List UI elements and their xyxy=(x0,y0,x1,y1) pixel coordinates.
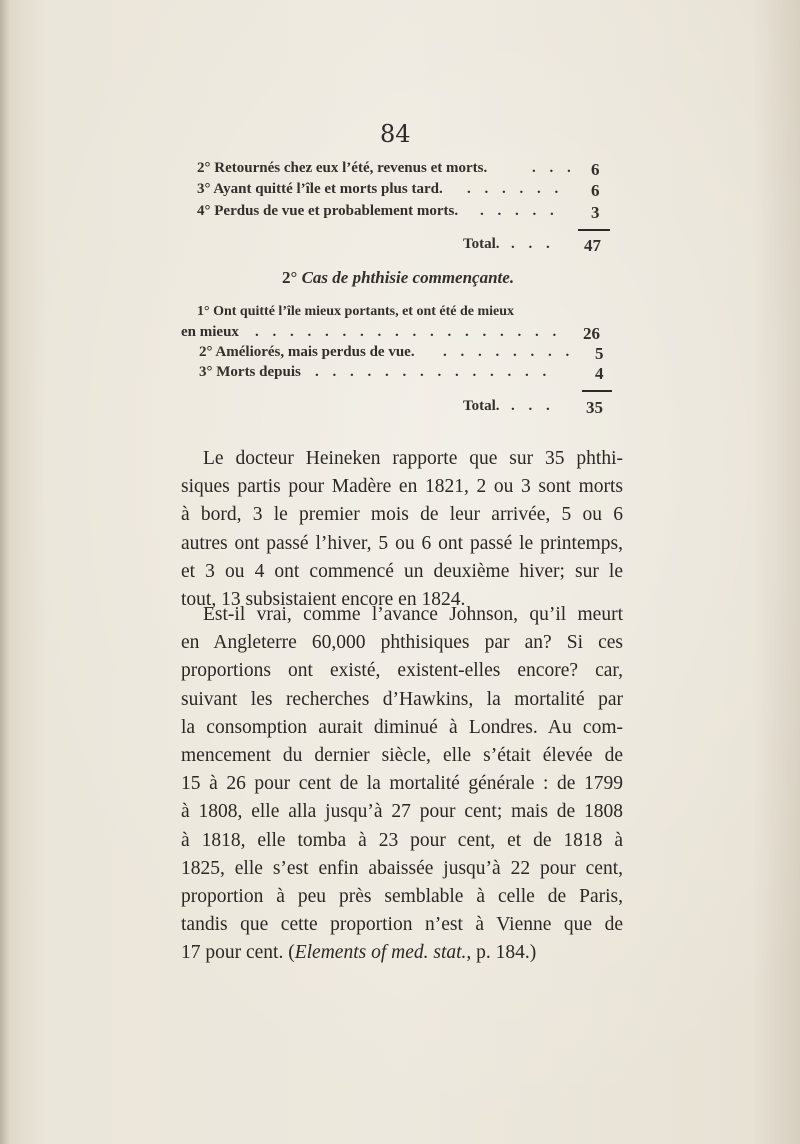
section-number: 2° xyxy=(282,268,298,287)
text-line: à bord, 3 le premier mois de leur arrivée, 5 ou 6 xyxy=(181,504,623,526)
table2-row-label-line xyxy=(181,304,611,324)
text-line: autres ont passé l’hiver, 5 ou 6 ont passé le printemps, xyxy=(181,532,623,554)
total-value: 35 xyxy=(586,398,603,417)
text-line: tandis que cette proportion n’est à Vienne que de xyxy=(181,914,623,936)
row-value: 4 xyxy=(595,364,604,383)
citation-prefix: 17 pour cent. ( xyxy=(181,942,295,964)
text-line: 15 à 26 pour cent de la mortalité générale : de 1799 xyxy=(181,773,623,795)
row-label: 4° Perdus de vue et probablement morts. xyxy=(197,203,459,219)
table1-row xyxy=(197,181,607,201)
row-label: 1° Ont quitté l’île mieux portants, et ont été de mieux xyxy=(197,304,515,319)
table2-row xyxy=(199,364,611,384)
row-label: en mieux xyxy=(181,324,239,340)
sum-rule xyxy=(582,390,612,392)
section-title: Cas de phthisie commençante. xyxy=(301,268,515,287)
row-value: 3 xyxy=(591,203,600,222)
row-dots: . . . . . . xyxy=(467,181,564,197)
row-label: 2° Retournés chez eux l’été, revenus et morts. xyxy=(197,160,488,176)
row-label: 2° Améliorés, mais perdus de vue. xyxy=(199,344,415,360)
citation-suffix: , p. 184.) xyxy=(466,942,537,964)
row-label: 3° Morts depuis xyxy=(199,364,301,380)
total-value: 47 xyxy=(584,236,601,255)
text-line: siques partis pour Madère en 1821, 2 ou 3 sont morts xyxy=(181,476,623,498)
row-dots: . . . . . . . . . . . . . . . . . . xyxy=(255,324,562,340)
page-fold-shadow xyxy=(0,0,10,1144)
text-line: à 1818, elle tomba à 23 pour cent, et de 1818 à xyxy=(181,829,623,851)
sum-rule xyxy=(578,229,610,231)
text-line: et 3 ou 4 ont commencé un deuxième hiver; sur le xyxy=(181,560,623,582)
text-line: en Angleterre 60,000 phthisiques par an? Si ces xyxy=(181,632,623,654)
total-label: Total. xyxy=(463,236,500,252)
total-label: Total. xyxy=(463,398,500,414)
total-dots: . . . xyxy=(511,398,555,414)
table2-row xyxy=(199,344,611,364)
text-line: mencement du dernier siècle, elle s’était élevée de xyxy=(181,745,623,767)
row-value: 26 xyxy=(583,324,600,343)
table1-row xyxy=(197,160,607,180)
row-value: 6 xyxy=(591,160,600,179)
row-label: 3° Ayant quitté l’île et morts plus tard. xyxy=(197,181,443,197)
citation-title: Elements of med. stat. xyxy=(294,942,467,964)
row-dots: . . . . . . . . xyxy=(443,344,575,360)
text-line: proportions ont existé, existent-elles encore? car, xyxy=(181,660,623,682)
table1-total-row xyxy=(463,236,613,256)
text-line: 1825, elle s’est enfin abaissée jusqu’à 22 pour cent, xyxy=(181,857,623,879)
row-dots: . . . xyxy=(532,160,576,176)
total-dots: . . . xyxy=(511,236,555,252)
text-line: suivant les recherches d’Hawkins, la mortalité par xyxy=(181,688,623,710)
text-line: à 1808, elle alla jusqu’à 27 pour cent; mais de 1808 xyxy=(181,801,623,823)
row-dots: . . . . . . . . . . . . . . xyxy=(315,364,552,380)
text-line: tout, 13 subsistaient encore en 1824. xyxy=(181,589,466,611)
text-line: proportion à peu près semblable à celle de Paris, xyxy=(181,886,623,908)
paragraph-johnson xyxy=(181,601,623,968)
table2-row xyxy=(181,324,611,344)
text-line: la consomption aurait diminué à Londres. Au com- xyxy=(181,716,623,738)
row-value: 5 xyxy=(595,344,604,363)
table2-total-row xyxy=(463,398,613,418)
row-dots: . . . . . xyxy=(480,203,559,219)
page-number: 84 xyxy=(380,120,411,148)
row-value: 6 xyxy=(591,181,600,200)
table1-row xyxy=(197,203,607,223)
text-line-citation xyxy=(181,939,623,967)
text-line: Le docteur Heineken rapporte que sur 35 phthi- xyxy=(203,448,623,469)
paragraph-heineken xyxy=(181,445,623,614)
section-heading xyxy=(282,268,514,288)
text-line: Est-il vrai, comme l’avance Johnson, qu’il meurt xyxy=(203,604,623,625)
